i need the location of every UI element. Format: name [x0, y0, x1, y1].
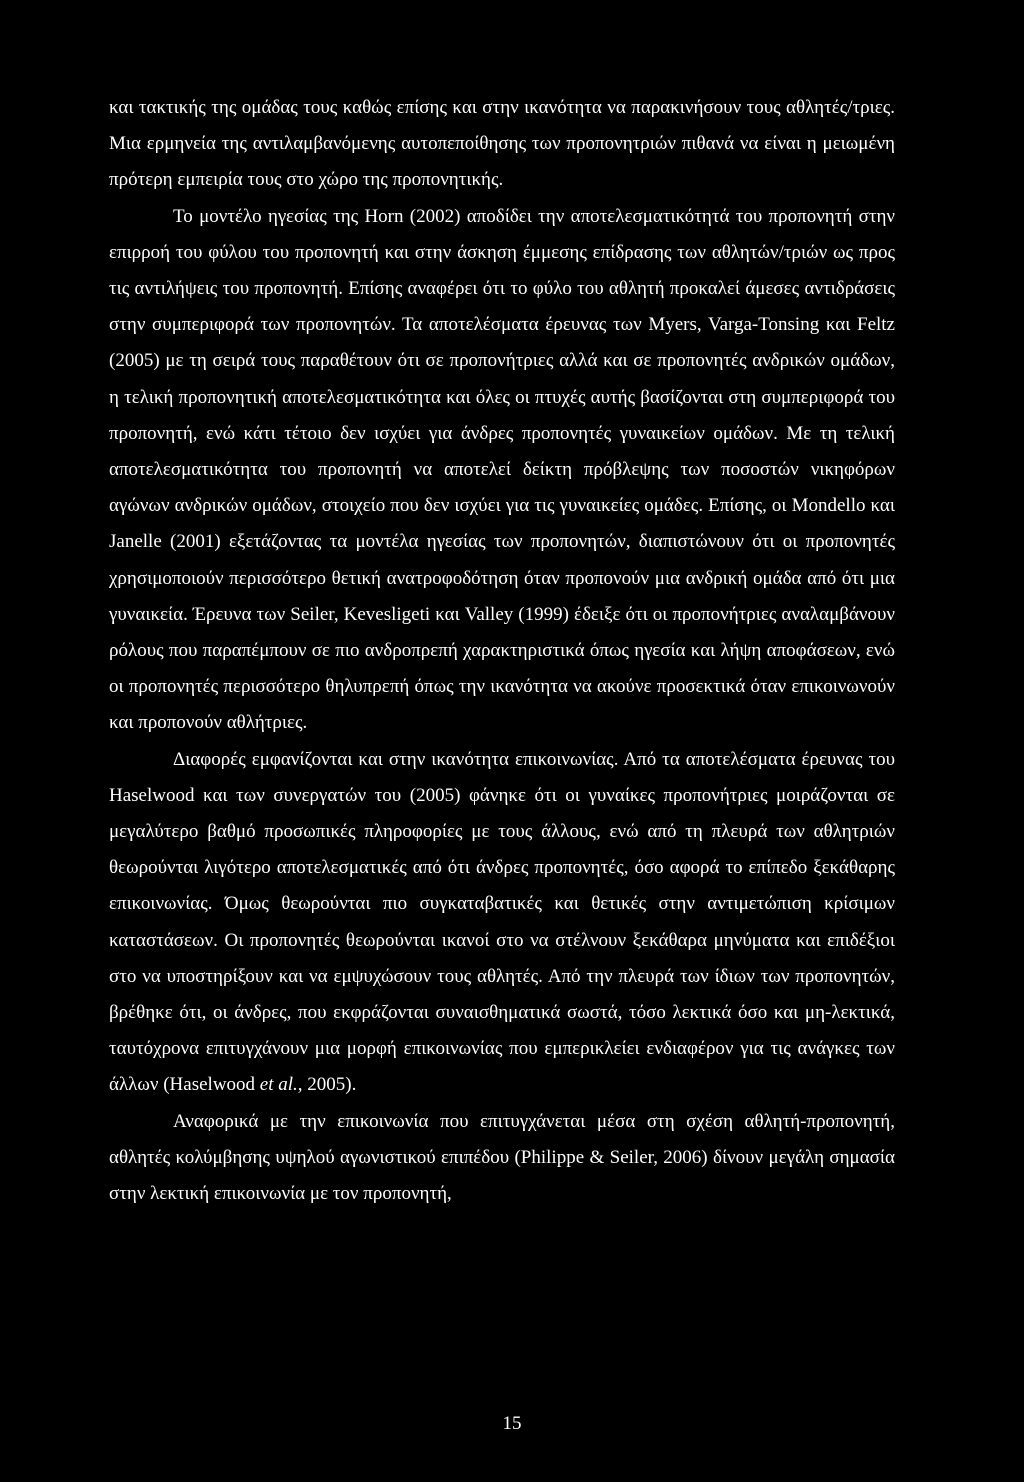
page-number: 15: [502, 1413, 522, 1434]
paragraph-horn-leadership-model: Το μοντέλο ηγεσίας της Horn (2002) αποδίδει την αποτελεσματικότητά του προπονητή στην επιρροή του φύλου του προπονητή και στην άσκηση έμμεσης επίδρασης των αθλητών/τριών ως προς τις αντιλήψεις του προπονητή. Επίσης αναφέρει ότι το φύλο του αθλητή προκαλεί άμεσες αντιδράσεις στην συμπεριφορά των προπονητών. Τα αποτελέσματα έρευνας των Myers, Varga-Tonsing και Feltz (2005) με τη σειρά τους παραθέτουν ότι σε προπονήτριες αλλά και σε προπονητές ανδρικών ομάδων, η τελική προπονητική αποτελεσματικότητα και όλες οι πτυχές αυτής βασίζονται στη συμπεριφορά του προπονητή, ενώ κάτι τέτοιο δεν ισχύει για άνδρες προπονητές γυναικείων ομάδων. Με τη τελική αποτελεσματικότητα του προπονητή να αποτελεί δείκτη πρόβλεψης των ποσοστών νικηφόρων αγώνων ανδρικών ομάδων, στοιχείο που δεν ισχύει για τις γυναικείες ομάδες. Επίσης, οι Mondello και Janelle (2001) εξετάζοντας τα μοντέλα ηγεσίας των προπονητών, διαπιστώνουν ότι οι προπονητές χρησιμοποιούν περισσότερο θετική ανατροφοδότηση όταν προπονούν μια ανδρική ομάδα από ότι μια γυναικεία. Έρευνα των Seiler, Kevesligeti και Valley (1999) έδειξε ότι οι προπονήτριες αναλαμβάνουν ρόλους που παραπέμπουν σε πιο ανδροπρεπή χαρακτηριστικά όπως ηγεσία και λήψη αποφάσεων, ενώ οι προπονητές περισσότερο θηλυπρεπή όπως την ικανότητα να ακούνε προσεκτικά όταν επικοινωνούν και προπονούν αθλήτριες.: [109, 205, 895, 734]
paragraph-text: Διαφορές εμφανίζονται και στην ικανότητα επικοινωνίας. Από τα αποτελέσματα έρευνας του Haselwood και των συνεργατών του (2005) φάνηκε ότι οι γυναίκες προπονήτριες μοιράζονται σε μεγαλύτερο βαθμό προσωπικές πληροφορίες με τους άλλους, ενώ από τη πλευρά των αθλητριών θεωρούνται λιγότερο αποτελεσματικές από ότι άνδρες προπονητές, όσο αφορά το επίπεδο ξεκάθαρης επικοινωνίας. Όμως θεωρούνται πιο συγκαταβατικές και θετικές στην αντιμετώπιση κρίσιμων καταστάσεων. Οι προπονητές θεωρούνται ικανοί στο να στέλνουν ξεκάθαρα μηνύματα και επιδέξιοι στο να υποστηρίξουν και να εμψυχώσουν τους αθλητές. Από την πλευρά των ίδιων των προπονητών, βρέθηκε ότι, οι άνδρες, που εκφράζονται συναισθηματικά σωστά, τόσο λεκτικά όσο και μη-λεκτικά, ταυτόχρονα επιτυγχάνουν μια μορφή επικοινωνίας που εμπερικλείει ενδιαφέρον για τις ανάγκες των άλλων (Haselwood: [109, 748, 895, 1096]
body-text: [109, 90, 895, 1212]
paragraph-athlete-coach-communication: Αναφορικά με την επικοινωνία που επιτυγχάνεται μέσα στη σχέση αθλητή-προπονητή, αθλητές κολύμβησης υψηλού αγωνιστικού επιπέδου (Philippe & Seiler, 2006) δίνουν μεγάλη σημασία στην λεκτική επικοινωνία με τον προπονητή,: [109, 1110, 895, 1205]
paragraph-communication-differences: [109, 742, 895, 1104]
paragraph-text-end: , 2005).: [297, 1074, 357, 1096]
citation-et-al: et al.: [259, 1074, 298, 1096]
paragraph-continuation: και τακτικής της ομάδας τους καθώς επίσης και στην ικανότητα να παρακινήσουν τους αθλητές/τριες. Μια ερμηνεία της αντιλαμβανόμενης αυτοπεποίθησης των προπονητριών πιθανά να είναι η μειωμένη πρότερη εμπειρία τους στο χώρο της προπονητικής.: [109, 97, 895, 191]
